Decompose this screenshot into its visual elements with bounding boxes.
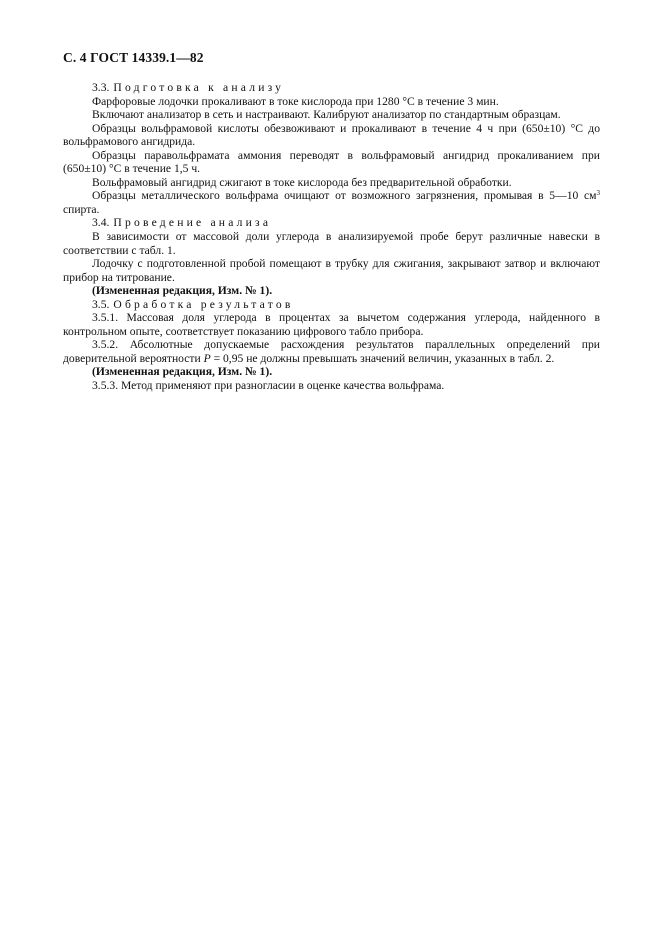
revision-note: (Измененная редакция, Изм. № 1). [92,365,273,379]
paragraph: Включают анализатор в сеть и настраивают. Калибруют анализатор по стандартным образцам. [92,108,561,122]
paragraph: В зависимости от массовой доли углерода в анализируемой пробе берут различные навески в соответствии с табл. 1. [63,230,600,257]
document-body [63,81,600,393]
paragraph: Лодочку с подготовленной пробой помещают в трубку для сжигания, закрывают затвор и включают прибор на титрование. [63,257,600,284]
section-number: 3.3. [92,81,110,94]
paragraph: Образцы вольфрамовой кислоты обезвоживают и прокаливают в течение 4 ч при (650±10) °С до вольфрамового ангидрида. [63,121,600,149]
section-heading-3-3 [63,81,600,95]
section-number: 3.4. [92,216,110,230]
paragraph-3-5-2 [63,338,600,365]
text-run: = 0,95 не должны превышать значений величин, указанных в табл. 2. [210,351,555,365]
paragraph-3-5-3: 3.5.3. Метод применяют при разногласии в оценке качества вольфрама. [92,379,445,393]
section-title: Подготовка к анализу [113,81,285,94]
paragraph: Образцы паравольфрамата аммония переводят в вольфрамовый ангидрид прокаливанием при (650±10) °С в течение 1,5 ч. [63,148,600,176]
variable: P [203,351,211,365]
paragraph: Вольфрамовый ангидрид сжигают в токе кислорода без предварительной обработки. [92,175,512,189]
text-run: спирта. [63,202,100,216]
section-title: Обработка результатов [113,297,294,311]
text-run: 3.5.2. Абсолютные допускаемые расхождения результатов параллельных определений при доверительной вероятности [63,338,600,365]
paragraph [63,189,600,216]
section-heading-3-4 [63,216,600,230]
revision-note: (Измененная редакция, Изм. № 1). [92,284,273,298]
paragraph-3-5-1: 3.5.1. Массовая доля углерода в процентах за вычетом содержания углерода, найденного в контрольном опыте, соответствует показанию цифрового табло прибора. [63,311,600,338]
section-heading-3-5 [63,298,600,312]
section-number: 3.5. [92,297,110,311]
superscript: 3 [596,189,600,198]
section-title: Проведение анализа [113,216,272,230]
text-run: Образцы металлического вольфрама очищают от возможного загрязнения, промывая в 5—10 см [92,189,597,203]
page-header: С. 4 ГОСТ 14339.1—82 [63,50,204,65]
paragraph: Фарфоровые лодочки прокаливают в токе кислорода при 1280 °С в течение 3 мин. [92,94,499,108]
